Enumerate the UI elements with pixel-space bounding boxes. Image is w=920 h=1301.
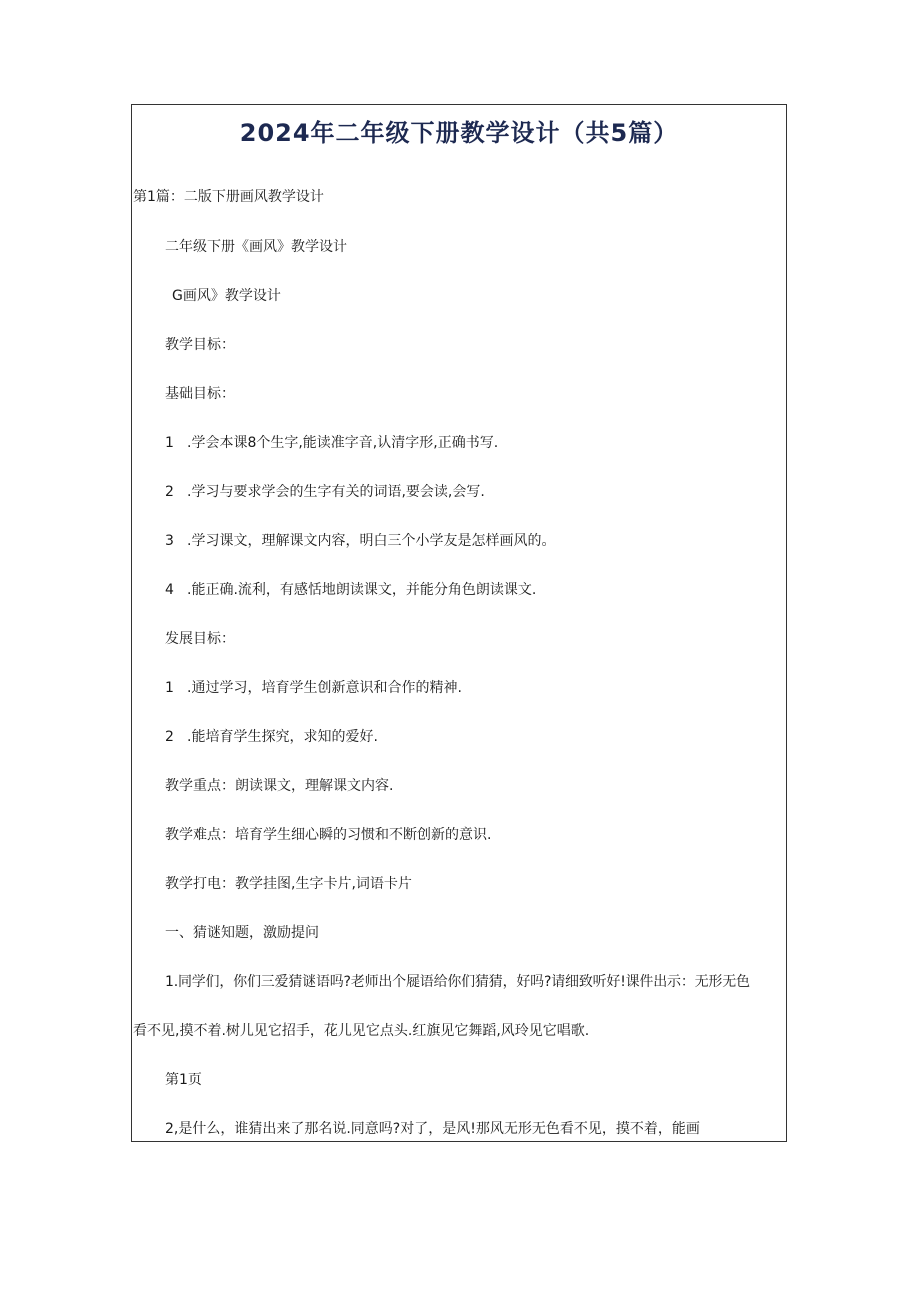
list-item-text: .能培育学生探究，求知的爱好. [187,729,378,745]
list-item-number: 4 [165,582,174,598]
list-item-number: 2 [165,484,174,500]
list-item-text: .学习课文，理解课文内容，明白三个小学友是怎样画风的。 [187,533,556,549]
development-goals-label: 发展目标： [165,631,235,647]
list-item-number: 3 [165,533,174,549]
key-points: 教学重点：朗读课文，理解课文内容. [165,778,394,794]
list-item-number: 1 [165,435,174,451]
difficulties: 教学难点：培育学生细心瞬的习惯和不断创新的意识. [165,827,492,843]
list-item [165,678,462,698]
document-title: 2024年二年级下册教学设计（共5篇） [239,119,679,147]
list-item [165,433,498,453]
list-item [165,482,485,502]
page-number: 第1页 [165,1072,202,1088]
teaching-goals-label: 教学目标： [165,337,235,353]
paragraph-one-line1: 1.同学们，你们三爱猜谜语吗?老师出个屣语给你们猜猜，好吗?请细致听好!课件出示：无形无色 [165,974,750,990]
list-item [165,531,555,551]
paragraph-one-line2: 看不见,摸不着.树儿见它招手，花儿见它点头.红旗见它舞蹈,风玲见它唱歌. [133,1023,590,1039]
paragraph-two-line1: 2,是什么，谁猜出来了那名说.同意吗?对了，是风!那风无形无色看不见，摸不着，能画 [165,1121,700,1137]
list-item [165,580,536,600]
list-item-number: 2 [165,729,174,745]
list-item-text: .通过学习，培育学生创新意识和合作的精神. [187,680,462,696]
list-item [165,727,378,747]
step-one-heading: 一、猜谜知题，激励提问 [165,925,319,941]
basic-goals-label: 基础目标： [165,386,235,402]
list-item-text: .能正确.流利，有感恬地朗读课文，并能分角色朗读课文. [187,582,537,598]
list-item-text: .学习与要求学会的生字有关的词语,要会读,会写. [187,484,485,500]
lesson-name: G画风》教学设计 [172,288,281,304]
materials: 教学打电：教学挂图,生字卡片,词语卡片 [165,876,412,892]
section-heading: 第1篇：二版下册画风教学设计 [133,189,324,205]
subtitle: 二年级下册《画风》教学设计 [165,239,347,255]
list-item-number: 1 [165,680,174,696]
list-item-text: .学会本课8个生字,能读准字音,认清字形,正确书写. [187,435,499,451]
